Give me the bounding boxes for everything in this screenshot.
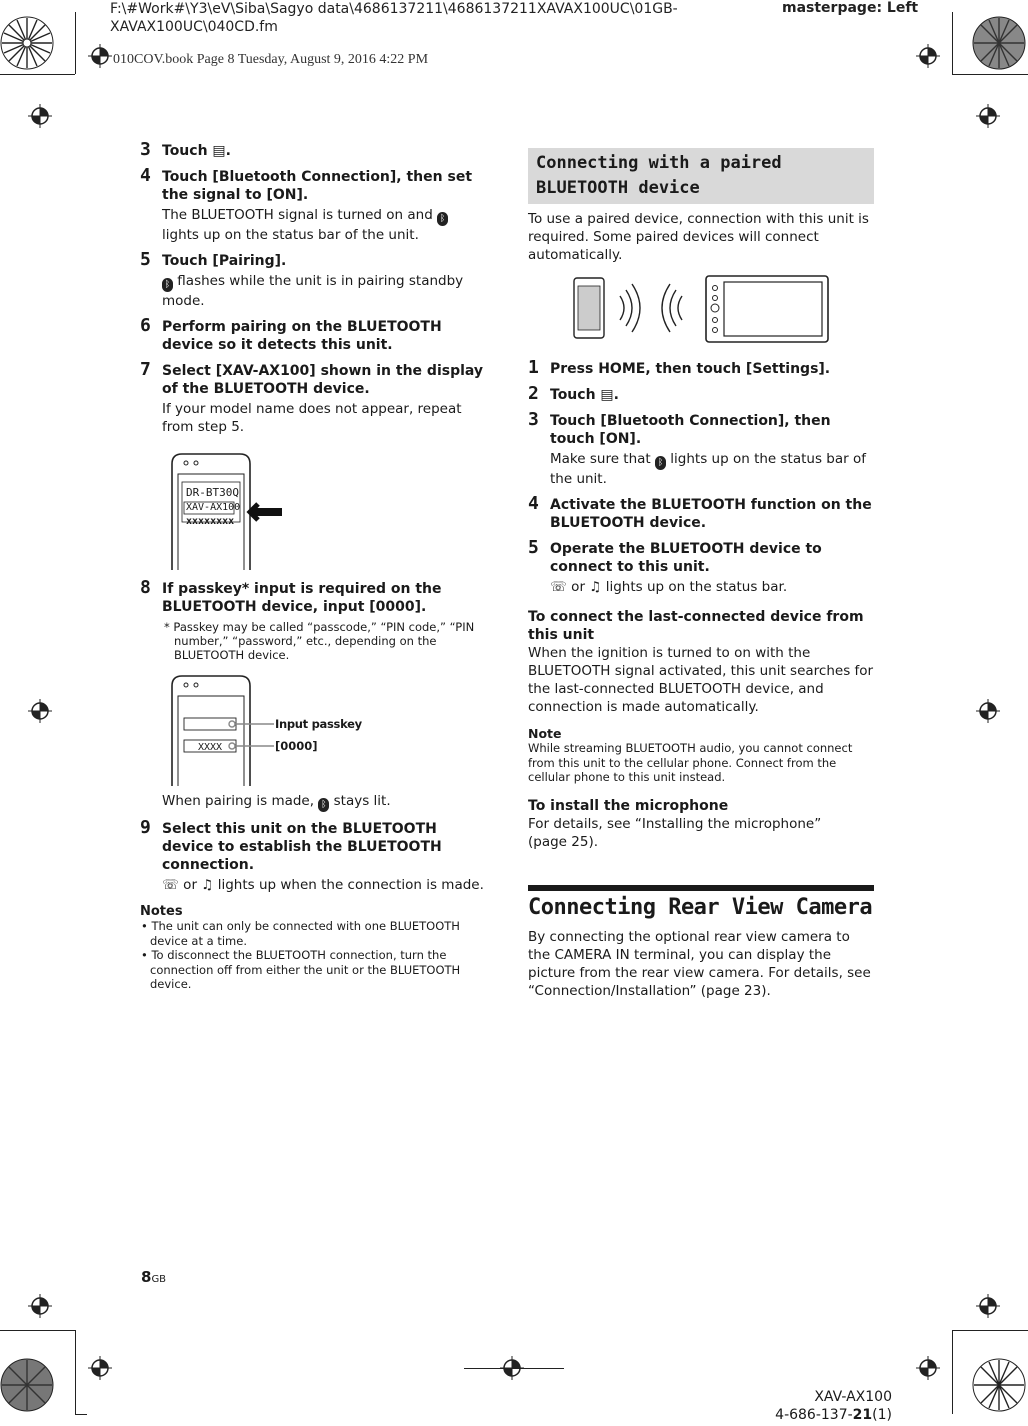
microphone-body-line1: For details, see “Installing the microphone”: [528, 815, 822, 832]
step-8: [140, 577, 488, 662]
model-name: XAV-AX100: [814, 1389, 892, 1405]
audio-stream-icon: ♫: [589, 579, 602, 595]
phone-call-icon: ☏: [162, 877, 179, 893]
step-title: Select this unit on the BLUETOOTH device to establish the BLUETOOTH connection.: [162, 821, 442, 873]
step-9: [140, 817, 488, 894]
step-body-end: lights up when the connection is made.: [213, 877, 484, 893]
phone-call-icon: ☏: [550, 579, 567, 595]
step-3: [140, 139, 488, 160]
note-heading: Note: [528, 726, 562, 741]
step-title: Touch [Bluetooth Connection], then set the signal to [ON].: [162, 169, 473, 203]
registration-mark-icon: [976, 1294, 1000, 1318]
book-info: 010COV.book Page 8 Tuesday, August 9, 2016 4:22 PM: [113, 52, 429, 67]
microphone-body-line2: (page 25).: [528, 833, 599, 850]
callout-passkey-value: [0000]: [275, 739, 318, 753]
registration-mark-icon: [28, 104, 52, 128]
bluetooth-icon: ᛒ: [162, 278, 173, 292]
step-number: 8: [140, 577, 151, 598]
right-step-4: [528, 493, 874, 532]
step-title-end: .: [613, 387, 619, 403]
step-title: If passkey* input is required on the BLUETOOTH device, input [0000].: [162, 581, 442, 615]
left-column: [140, 139, 488, 992]
bluetooth-icon: ᛒ: [318, 798, 329, 812]
step-number: 7: [140, 359, 151, 380]
right-column: [528, 148, 874, 1000]
callout-input-passkey: Input passkey: [275, 717, 362, 731]
registration-mark-icon: [976, 699, 1000, 723]
masterpage-label: masterpage: Left: [782, 0, 919, 16]
part-number-bold: 21: [852, 1407, 873, 1423]
color-rosette-icon: [972, 16, 1026, 70]
registration-mark-icon: [88, 44, 112, 68]
model-info: [775, 1388, 892, 1424]
step-number: 6: [140, 315, 151, 336]
step-title: Perform pairing on the BLUETOOTH device so it detects this unit.: [162, 319, 442, 353]
step-body-end: stays lit.: [329, 793, 391, 809]
step-number: 3: [528, 409, 539, 430]
passkey-footnote: * Passkey may be called “passcode,” “PIN code,” “PIN number,” “password,” etc., depending on the BLUETOOTH device.: [164, 620, 475, 662]
notes-list: [140, 919, 488, 992]
step-4: [140, 165, 488, 244]
file-path-line2: XAVAX100UC\040CD.fm: [110, 19, 278, 35]
registration-mark-icon: [916, 1356, 940, 1380]
right-step-1: [528, 357, 874, 378]
note-body: While streaming BLUETOOTH audio, you cannot connect from this unit to the cellular phone. Connect from the cellular phone to this unit instead.: [528, 741, 853, 784]
step-title: Touch: [550, 387, 601, 403]
step-title-end: .: [225, 143, 231, 159]
step-number: 2: [528, 383, 539, 404]
registration-mark-icon: [28, 1294, 52, 1318]
step-body: The BLUETOOTH signal is turned on and: [162, 207, 438, 223]
right-step-5: [528, 537, 874, 596]
step-title: Touch [Pairing].: [162, 253, 287, 269]
page-number-value: 8: [141, 1268, 152, 1286]
step-number: 5: [528, 537, 539, 558]
note-item: • The unit can only be connected with one BLUETOOTH device at a time.: [141, 919, 460, 948]
step-body: flashes while the unit is in pairing standby mode.: [162, 273, 464, 309]
microphone-heading: To install the microphone: [528, 797, 729, 814]
step-body: or: [566, 579, 590, 595]
color-rosette-icon: [0, 16, 54, 70]
step-body-end: lights up on the status bar of the unit.: [550, 451, 866, 487]
bluetooth-icon: ᛒ: [655, 456, 666, 470]
device-list-item: xxxxxxxx: [186, 516, 235, 527]
phone-passkey-illustration: [170, 674, 488, 786]
step-title: Touch [Bluetooth Connection], then touch [ON].: [550, 413, 831, 447]
step-number: 1: [528, 357, 539, 378]
step-6: [140, 315, 488, 354]
right-step-3: [528, 409, 874, 488]
intro-paragraph: To use a paired device, connection with this unit is required. Some paired devices will connect automatically.: [528, 211, 869, 263]
audio-stream-icon: ♫: [201, 877, 214, 893]
step-number: 3: [140, 139, 151, 160]
section-heading: Connecting with a paired BLUETOOTH device: [528, 148, 874, 204]
note-item: • To disconnect the BLUETOOTH connection, turn the connection off from either the unit or the BLUETOOTH device.: [141, 948, 461, 991]
step-8-result: [140, 792, 488, 812]
registration-mark-icon: [916, 44, 940, 68]
registration-mark-icon: [976, 104, 1000, 128]
rear-camera-heading: Connecting Rear View Camera: [528, 885, 874, 920]
step-body-end: lights up on the status bar of the unit.: [162, 227, 419, 243]
file-path: [110, 0, 678, 36]
step-body-end: lights up on the status bar.: [601, 579, 788, 595]
step-body: or: [178, 877, 202, 893]
page-number-suffix: GB: [151, 1274, 167, 1285]
color-rosette-icon: [0, 1358, 54, 1412]
part-number: [775, 1406, 892, 1424]
rear-camera-body: By connecting the optional rear view camera to the CAMERA IN terminal, you can display the picture from the rear view camera. For details, see “Connection/Installation” (page 23).: [528, 928, 871, 999]
right-step-2: [528, 383, 874, 404]
last-connected-heading: To connect the last-connected device from this unit: [528, 609, 864, 643]
step-title: Operate the BLUETOOTH device to connect to this unit.: [550, 541, 822, 575]
step-number: 9: [140, 817, 151, 838]
device-list-item-selected: XAV-AX100: [186, 502, 241, 513]
passkey-field-value: XXXX: [198, 742, 223, 753]
part-number-prefix: 4-686-137-: [775, 1407, 853, 1423]
list-icon: ▤: [212, 143, 226, 159]
step-body: Make sure that: [550, 451, 656, 467]
registration-mark-icon: [28, 699, 52, 723]
step-title: Activate the BLUETOOTH function on the BLUETOOTH device.: [550, 497, 872, 531]
step-number: 5: [140, 249, 151, 270]
file-path-line1: F:\#Work#\Y3\eV\Siba\Sagyo data\4686137211\4686137211XAVAX100UC\01GB-: [110, 1, 678, 17]
step-body: When pairing is made,: [162, 793, 319, 809]
step-title: Select [XAV-AX100] shown in the display of the BLUETOOTH device.: [162, 363, 484, 397]
last-connected-body: When the ignition is turned to on with the BLUETOOTH signal activated, this unit searches for the last-connected BLUETOOTH device, and connection is made automatically.: [528, 645, 874, 715]
step-7: [140, 359, 488, 436]
step-title: Touch: [162, 143, 213, 159]
bluetooth-icon: ᛒ: [437, 212, 448, 226]
step-title: Press HOME, then touch [Settings].: [550, 361, 831, 377]
step-5: [140, 249, 488, 310]
list-icon: ▤: [600, 387, 614, 403]
page-number: [141, 1268, 166, 1286]
color-rosette-icon: [972, 1358, 1026, 1412]
step-number: 4: [528, 493, 539, 514]
device-list-item: DR-BT30Q: [186, 486, 239, 499]
crop-line: [464, 1368, 564, 1369]
notes-heading: Notes: [140, 904, 183, 919]
registration-mark-icon: [88, 1356, 112, 1380]
step-number: 4: [140, 165, 151, 186]
step-body: If your model name does not appear, repeat from step 5.: [162, 401, 462, 435]
phone-device-list-illustration: [170, 452, 488, 570]
part-number-suffix: (1): [872, 1407, 892, 1423]
phone-to-unit-illustration: [570, 274, 870, 346]
